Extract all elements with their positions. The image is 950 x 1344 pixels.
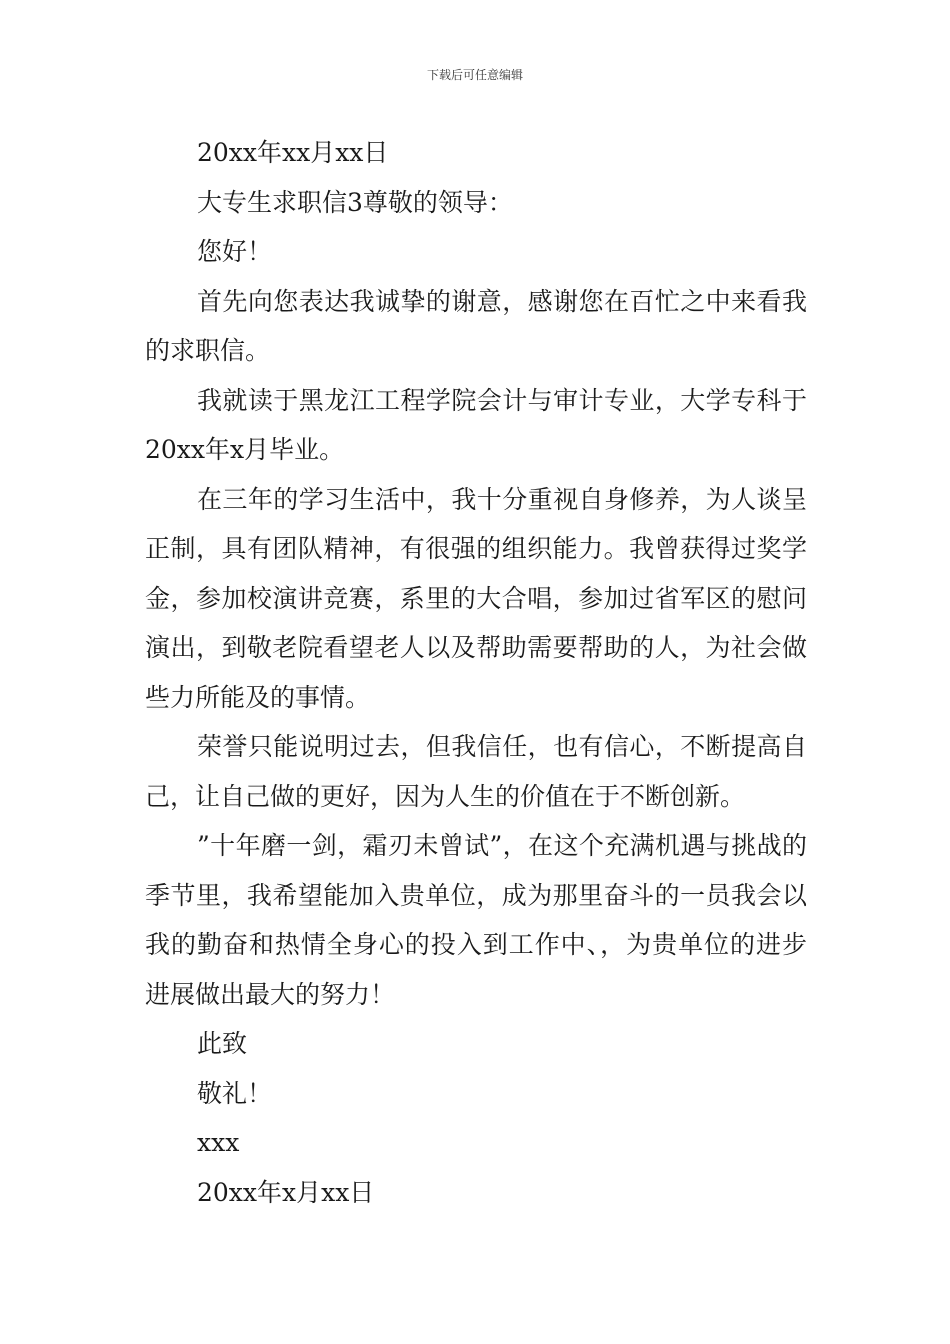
closing-cizhi: 此致 — [197, 1029, 248, 1058]
letter-body — [145, 128, 807, 1217]
date-top: 20xx年xx月xx日 — [197, 138, 389, 167]
header-note: 下载后可任意编辑 — [426, 68, 523, 82]
title-salutation: 大专生求职信3尊敬的领导： — [197, 187, 513, 217]
greeting: 您好！ — [197, 237, 273, 266]
paragraph-honors: 荣誉只能说明过去，但我信任，也有信心，不断提高自己，让自己做的更好，因为人生的价值在于不断创新。 — [145, 732, 807, 811]
paragraph-education: 我就读于黑龙江工程学院会计与审计专业，大学专科于20xx年x月毕业。 — [145, 385, 807, 464]
signature: xxx — [197, 1128, 240, 1157]
closing-jingli: 敬礼！ — [197, 1078, 273, 1108]
date-bottom: 20xx年x月xx日 — [197, 1177, 375, 1207]
paragraph-experience: 在三年的学习生活中，我十分重视自身修养，为人谈呈正制，具有团队精神，有很强的组织能力。我曾获得过奖学金，参加校演讲竞赛，系里的大合唱，参加过省军区的慰问演出，到敬老院看望老人以及帮助需要帮助的人，为社会做些力所能及的事情。 — [145, 484, 807, 712]
paragraph-aspiration: ”十年磨一剑，霜刃未曾试”，在这个充满机遇与挑战的季节里，我希望能加入贵单位，成为那里奋斗的一员我会以我的勤奋和热情全身心的投入到工作中、，为贵单位的进步进展做出最大的努力！ — [145, 831, 807, 1009]
paragraph-thanks: 首先向您表达我诚挚的谢意，感谢您在百忙之中来看我的求职信。 — [145, 286, 807, 365]
